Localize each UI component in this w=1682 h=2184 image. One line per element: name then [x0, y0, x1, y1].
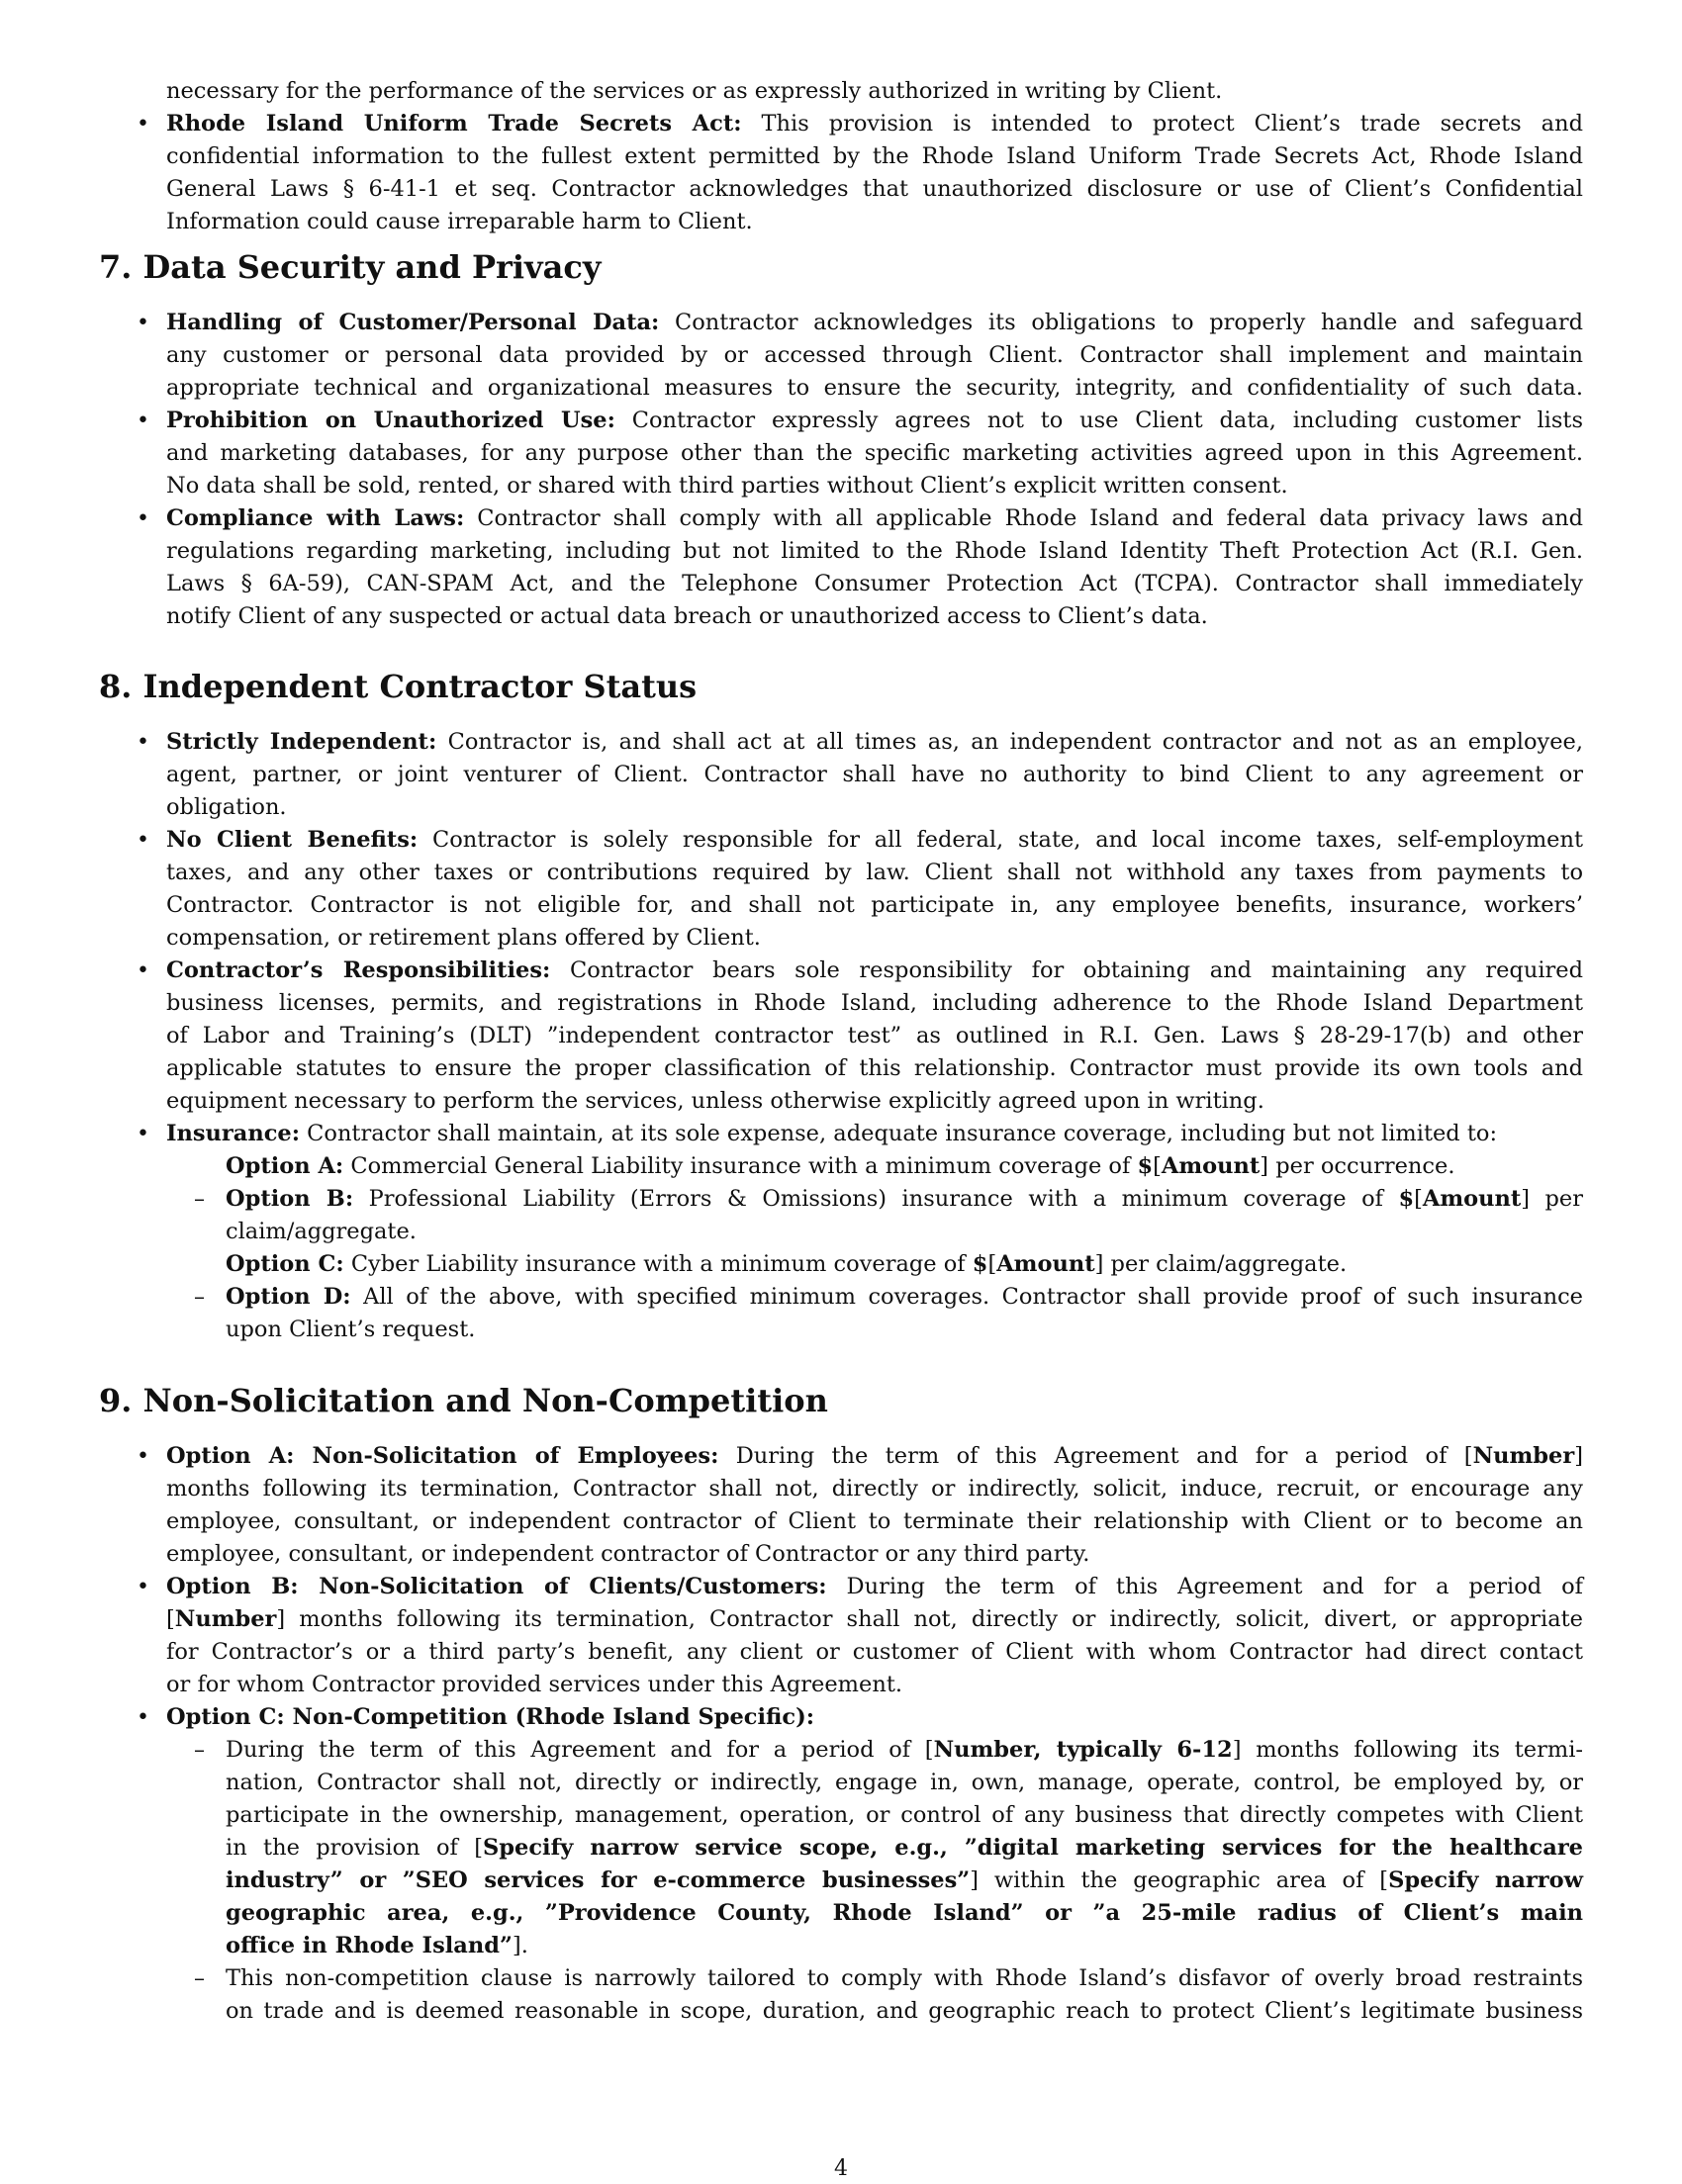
text-line	[166, 568, 1583, 600]
text-run: regulations regarding marketing, including but not limited to the Rhode Island Identity Theft Protection Act (R.I. Gen.	[166, 538, 1583, 564]
list-item-text	[166, 307, 1583, 339]
text-run: upon Client’s request.	[226, 1317, 476, 1342]
text-run: Contractor is solely responsible for all federal, state, and local income taxes, self-employment	[418, 827, 1584, 853]
text-line	[166, 600, 1583, 633]
bullet-marker: •	[137, 1444, 149, 1469]
text-run: Professional Liability (Errors & Omissions) insurance with a minimum coverage of	[353, 1186, 1399, 1212]
bullet-marker: •	[137, 730, 149, 755]
bullet-marker: •	[137, 1122, 149, 1146]
text-run: nation, Contractor shall not, directly or indirectly, engage in, own, manage, operate, control, be employed by, or	[226, 1770, 1583, 1795]
text-line	[166, 437, 1583, 470]
sub-item-text	[226, 1734, 1583, 1767]
text-run: ] months following its termi-	[1232, 1737, 1584, 1763]
bold-text: Compliance with Laws:	[166, 505, 465, 531]
text-run: Contractor shall comply with all applicable Rhode Island and federal data privacy laws and	[464, 505, 1583, 531]
text-run: This provision is intended to protect Client’s trade secrets and	[741, 111, 1583, 136]
text-run: in the provision of [	[226, 1835, 484, 1861]
list-item-text	[166, 108, 1583, 140]
text-run: for Contractor’s or a third party’s benefit, any client or customer of Client with whom Contractor had direct contact	[166, 1639, 1583, 1665]
text-run: equipment necessary to perform the services, unless otherwise explicitly agreed upon in writing.	[166, 1088, 1264, 1114]
bold-text: Option C: Non-Competition (Rhode Island Specific):	[166, 1704, 815, 1730]
sub-item-text	[226, 1832, 1583, 1865]
text-run: All of the above, with specified minimum coverages. Contractor shall provide proof of such insurance	[350, 1284, 1583, 1310]
bullet-marker: •	[137, 112, 149, 136]
text-run: necessary for the performance of the services or as expressly authorized in writing by Client.	[166, 78, 1223, 104]
text-line	[166, 535, 1583, 568]
text-line	[166, 1669, 1583, 1701]
text-line	[166, 339, 1583, 372]
text-run: Contractor is, and shall act at all times as, an independent contractor and not as an employee,	[436, 729, 1583, 755]
text-run: ].	[512, 1933, 528, 1958]
sub-item-text	[226, 1995, 1583, 2028]
sub-item-text	[226, 1930, 1583, 1962]
sub-item-text	[226, 1767, 1583, 1799]
sub-item-text	[226, 1216, 1583, 1248]
text-run: [	[166, 1606, 175, 1632]
bold-text: Number	[174, 1606, 277, 1632]
text-run: During the term of this Agreement and for a period of [	[226, 1737, 934, 1763]
text-line	[166, 372, 1583, 405]
sub-item-text	[226, 1281, 1583, 1314]
bullet-marker: •	[137, 1705, 149, 1730]
section-heading: 9. Non-Solicitation and Non-Competition	[99, 1382, 828, 1419]
text-line	[166, 791, 1583, 824]
text-run: ]	[1574, 1443, 1583, 1469]
sub-item-text	[226, 1962, 1583, 1995]
text-line	[166, 987, 1583, 1020]
section-heading: 8. Independent Contractor Status	[99, 668, 698, 705]
text-run: During the term of this Agreement and for a period of	[826, 1574, 1584, 1599]
text-run: [	[1153, 1153, 1162, 1179]
text-line	[166, 922, 1583, 955]
bullet-marker: •	[137, 311, 149, 335]
text-run: claim/aggregate.	[226, 1219, 417, 1244]
bullet-marker: •	[137, 506, 149, 531]
bold-text: $	[1137, 1153, 1154, 1179]
sub-item-text	[226, 1897, 1583, 1930]
bullet-marker: •	[137, 828, 149, 853]
bold-text: Number, typically 6-12	[933, 1737, 1233, 1763]
text-line	[166, 1636, 1583, 1669]
bold-text: industry” or ”SEO services for e-commerce businesses”	[226, 1867, 971, 1893]
bold-text: No Client Benefits:	[166, 827, 419, 853]
bold-text: Option A:	[226, 1153, 344, 1179]
text-run: and marketing databases, for any purpose other than the specific marketing activities agreed upon in this Agreement.	[166, 440, 1583, 466]
text-run: Contractor bears sole responsibility for obtaining and maintaining any required	[550, 957, 1583, 983]
text-line	[166, 173, 1583, 206]
text-run: taxes, and any other taxes or contributions required by law. Client shall not withhold any taxes from payments to	[166, 860, 1583, 885]
text-run: of Labor and Training’s (DLT) ”independent contractor test” as outlined in R.I. Gen. Laws § 28-29-17(b) and other	[166, 1023, 1583, 1048]
text-run: No data shall be sold, rented, or shared with third parties without Client’s explicit written consent.	[166, 473, 1288, 499]
text-line	[166, 206, 1583, 238]
text-run: notify Client of any suspected or actual data breach or unauthorized access to Client’s data.	[166, 603, 1208, 629]
text-run: employee, consultant, or independent contractor of Client to terminate their relationship with Client or to become an	[166, 1508, 1583, 1534]
text-run: Cyber Liability insurance with a minimum coverage of	[343, 1251, 973, 1277]
text-run: Commercial General Liability insurance with a minimum coverage of	[343, 1153, 1138, 1179]
text-run: participate in the ownership, management, operation, or control of any business that directly competes with Client	[226, 1802, 1583, 1828]
sub-item-text	[226, 1799, 1583, 1832]
dash-marker: –	[194, 1187, 205, 1212]
text-line	[166, 140, 1583, 173]
bullet-marker: •	[137, 1575, 149, 1599]
text-run: ] months following its termination, Contractor shall not, directly or indirectly, solicit, divert, or appropriate	[276, 1606, 1583, 1632]
document-page	[99, 0, 1584, 2181]
bold-text: $	[972, 1251, 988, 1277]
list-item-text	[166, 1440, 1583, 1473]
bold-text: Option B: Non-Solicitation of Clients/Customers:	[166, 1574, 827, 1599]
list-item-text	[166, 1118, 1583, 1150]
text-line	[166, 1538, 1583, 1571]
bold-text: Strictly Independent:	[166, 729, 437, 755]
bullet-marker: •	[137, 958, 149, 983]
text-line	[166, 1052, 1583, 1085]
sub-item-text	[226, 1865, 1583, 1897]
list-item-text	[166, 955, 1583, 987]
list-item-text	[166, 726, 1583, 759]
text-run: Contractor acknowledges its obligations to properly handle and safeguard	[659, 310, 1583, 335]
bold-text: Handling of Customer/Personal Data:	[166, 310, 660, 335]
text-run: Contractor. Contractor is not eligible for, and shall not participate in, any employee benefits, insurance, workers’	[166, 892, 1583, 918]
text-line	[166, 1603, 1583, 1636]
text-run: business licenses, permits, and registrations in Rhode Island, including adherence to the Rhode Island Department	[166, 990, 1583, 1016]
text-line	[166, 1020, 1583, 1052]
text-run: compensation, or retirement plans offered by Client.	[166, 925, 761, 951]
text-line	[166, 75, 1583, 108]
bold-text: Number	[1472, 1443, 1575, 1469]
text-run: General Laws § 6-41-1 et seq. Contractor acknowledges that unauthorized disclosure or use of Client’s Confidential	[166, 176, 1583, 202]
text-line	[166, 1505, 1583, 1538]
text-run: confidential information to the fullest extent permitted by the Rhode Island Uniform Trade Secrets Act, Rhode Island	[166, 143, 1583, 169]
bold-text: Option C:	[226, 1251, 344, 1277]
sub-item-text	[226, 1314, 1583, 1346]
text-run: ] per claim/aggregate.	[1094, 1251, 1348, 1277]
bold-text: Rhode Island Uniform Trade Secrets Act:	[166, 111, 742, 136]
bold-text: Amount	[1422, 1186, 1522, 1212]
text-run: any customer or personal data provided by or accessed through Client. Contractor shall implement and maintain	[166, 342, 1583, 368]
section-heading: 7. Data Security and Privacy	[99, 248, 602, 286]
list-item-text	[166, 824, 1583, 857]
text-line	[166, 1473, 1583, 1505]
list-item-text	[166, 502, 1583, 535]
bullet-marker: •	[137, 409, 149, 433]
text-run: employee, consultant, or independent contractor of Contractor or any third party.	[166, 1541, 1090, 1567]
text-line	[166, 1085, 1583, 1118]
text-run: months following its termination, Contractor shall not, directly or indirectly, solicit, induce, recruit, or encourage any	[166, 1476, 1583, 1502]
text-run: appropriate technical and organizational measures to ensure the security, integrity, and confidentiality of such data.	[166, 375, 1583, 401]
text-run: Laws § 6A-59), CAN-SPAM Act, and the Telephone Consumer Protection Act (TCPA). Contractor shall immediately	[166, 571, 1583, 596]
list-item-text	[166, 405, 1583, 437]
text-run: agent, partner, or joint venturer of Client. Contractor shall have no authority to bind Client to any agreement or	[166, 762, 1583, 787]
bold-text: Insurance:	[166, 1121, 301, 1146]
text-run: on trade and is deemed reasonable in scope, duration, and geographic reach to protect Client’s legitimate business	[226, 1998, 1583, 2024]
dash-marker: –	[194, 1966, 205, 1991]
bold-text: Option D:	[226, 1284, 351, 1310]
bold-text: Amount	[996, 1251, 1095, 1277]
bold-text: Option B:	[226, 1186, 354, 1212]
bold-text: $	[1398, 1186, 1415, 1212]
page-number: 4	[834, 2156, 848, 2181]
list-item-text	[166, 1571, 1583, 1603]
text-run: Contractor shall maintain, at its sole expense, adequate insurance coverage, including but not limited to:	[300, 1121, 1498, 1146]
text-line	[166, 759, 1583, 791]
dash-marker: –	[194, 1738, 205, 1763]
sub-item-text	[226, 1150, 1583, 1183]
text-run: obligation.	[166, 794, 287, 820]
text-run: ] per	[1521, 1186, 1583, 1212]
dash-marker: –	[194, 1285, 205, 1310]
bold-text: office in Rhode Island”	[226, 1933, 513, 1958]
sub-item-text	[226, 1248, 1583, 1281]
text-run: Contractor expressly agrees not to use Client data, including customer lists	[614, 408, 1584, 433]
text-run: During the term of this Agreement and for a period of [	[718, 1443, 1473, 1469]
text-run: applicable statutes to ensure the proper classification of this relationship. Contractor must provide its own tools and	[166, 1055, 1583, 1081]
text-run: ] per occurrence.	[1260, 1153, 1455, 1179]
bold-text: Option A: Non-Solicitation of Employees:	[166, 1443, 719, 1469]
text-line	[166, 470, 1583, 502]
bold-text: geographic area, e.g., ”Providence County, Rhode Island” or ”a 25-mile radius of Client’s main	[226, 1900, 1583, 1926]
text-line	[166, 889, 1583, 922]
bold-text: Specify narrow	[1388, 1867, 1584, 1893]
bold-text: Contractor’s Responsibilities:	[166, 957, 551, 983]
bold-text: Specify narrow service scope, e.g., ”digital marketing services for the healthcare	[483, 1835, 1584, 1861]
text-run: Information could cause irreparable harm to Client.	[166, 209, 753, 234]
sub-item-text	[226, 1183, 1583, 1216]
text-run: [	[1414, 1186, 1423, 1212]
text-run: or for whom Contractor provided services under this Agreement.	[166, 1672, 903, 1697]
page-body	[99, 0, 1583, 2176]
text-line	[166, 857, 1583, 889]
text-run: ] within the geographic area of [	[970, 1867, 1389, 1893]
text-run: [	[987, 1251, 997, 1277]
text-run: This non-competition clause is narrowly tailored to comply with Rhode Island’s disfavor of overly broad restraints	[226, 1965, 1583, 1991]
bold-text: Amount	[1161, 1153, 1261, 1179]
list-item-text	[166, 1701, 1583, 1734]
bold-text: Prohibition on Unauthorized Use:	[166, 408, 615, 433]
